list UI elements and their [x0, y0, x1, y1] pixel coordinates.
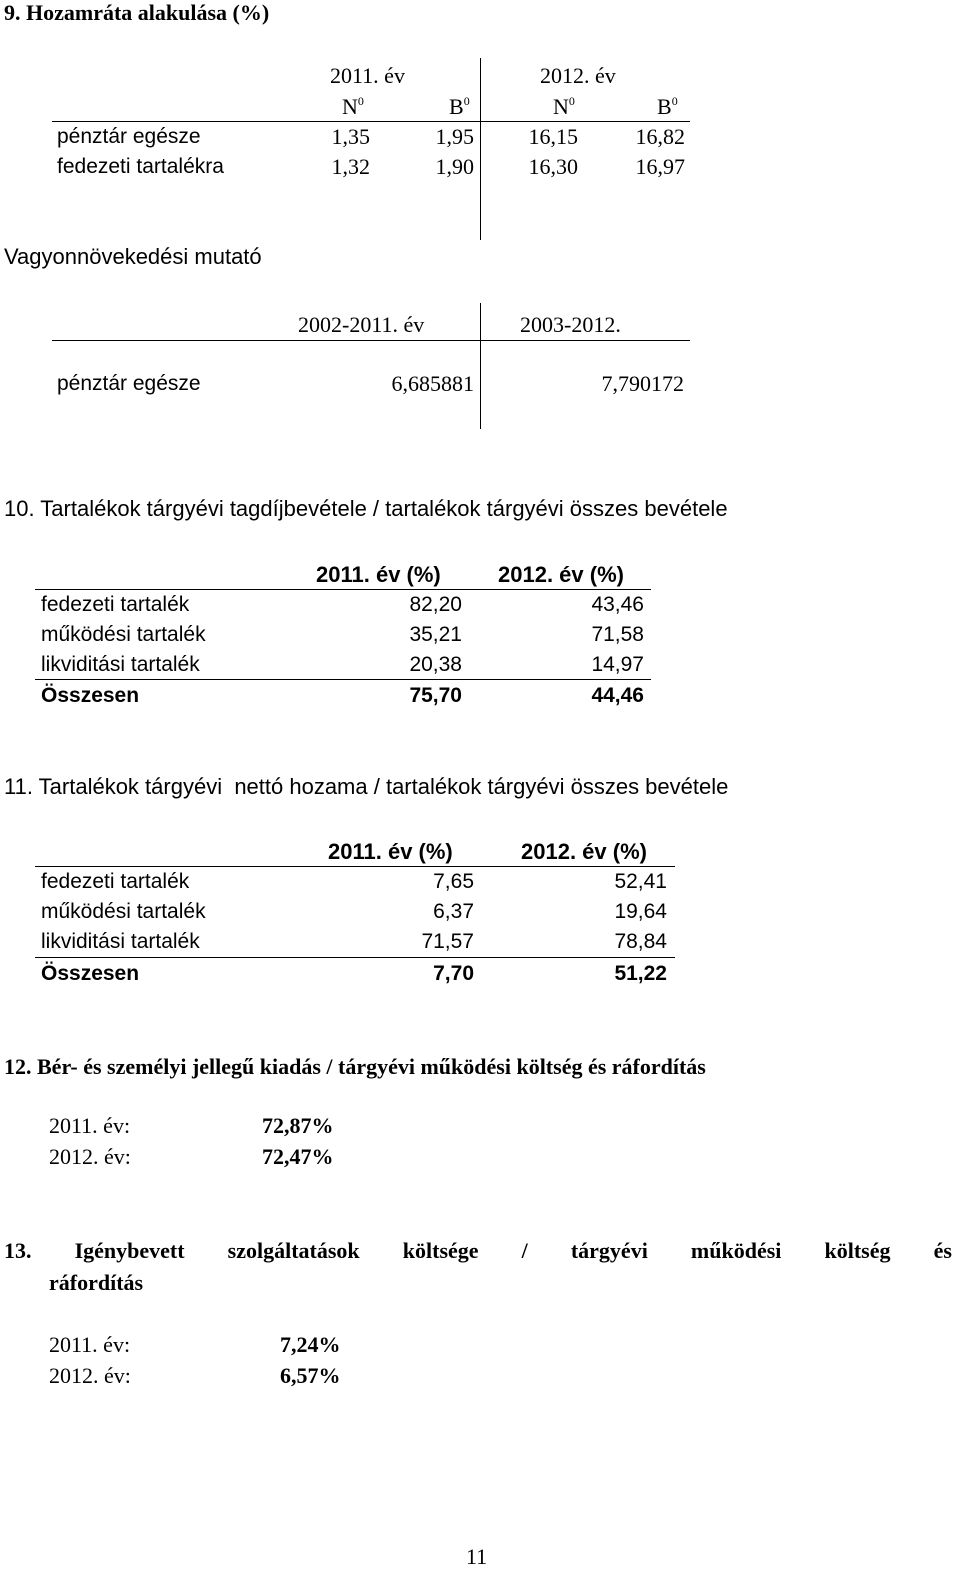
sec9-row-label: fedezeti tartalékra — [57, 155, 224, 178]
section-10-heading: 10. Tartalékok tárgyévi tagdíjbevétele / tartalékok tárgyévi összes bevétele — [4, 496, 728, 521]
sec10-header-rule — [35, 589, 651, 590]
section-11-heading: 11. Tartalékok tárgyévi nettó hozama / tartalékok tárgyévi összes bevétele — [4, 774, 729, 799]
sec12-value: 72,47% — [262, 1144, 334, 1169]
sec10-total-rule — [35, 679, 651, 680]
section-12-heading: 12. Bér- és személyi jellegű kiadás / tárgyévi működési költség és ráfordítás — [4, 1054, 706, 1079]
sec11-row-label: fedezeti tartalék — [41, 870, 190, 893]
sec10-cell: 20,38 — [409, 653, 462, 676]
sec9-col-n-2012: $N^0$ — [553, 94, 575, 119]
sec10-cell: 43,46 — [591, 593, 644, 616]
section-13-heading-line2: ráfordítás — [49, 1270, 144, 1295]
sec9-cell: 16,97 — [635, 154, 685, 179]
sec11-cell: 19,64 — [614, 900, 667, 923]
sec10-row-label: fedezeti tartalék — [41, 593, 190, 616]
sec11-total-cell: 51,22 — [614, 962, 667, 985]
sec10-row-label: likviditási tartalék — [41, 653, 200, 676]
vagyon-header-rule — [52, 340, 690, 341]
vagyon-value-1: 6,685881 — [391, 371, 474, 396]
sec9-header-rule — [52, 121, 690, 122]
sec9-col-b-2011: $B^0$ — [449, 94, 470, 119]
sec11-cell: 52,41 — [614, 870, 667, 893]
sec11-cell: 71,57 — [421, 930, 474, 953]
sec13-value: 6,57% — [280, 1363, 341, 1388]
sec11-col-2012: 2012. év (%) — [521, 839, 647, 864]
sec9-col-b-2012: $B^0$ — [657, 94, 678, 119]
sec10-cell: 14,97 — [591, 653, 644, 676]
sec11-row-label: működési tartalék — [41, 900, 206, 923]
vagyon-heading: Vagyonnövekedési mutató — [4, 244, 262, 269]
sec9-year-2011: 2011. év — [330, 63, 405, 88]
vagyon-period-1: 2002-2011. év — [298, 312, 425, 337]
sec9-cell: 16,82 — [635, 124, 685, 149]
sec13-value: 7,24% — [280, 1332, 341, 1357]
vagyon-row-label: pénztár egésze — [57, 372, 201, 395]
sec9-col-n-2011: $N^0$ — [342, 94, 364, 119]
sec11-total-cell: 7,70 — [433, 962, 474, 985]
sec12-year-label: 2011. év: — [49, 1113, 131, 1138]
sec10-total-cell: 44,46 — [591, 684, 644, 707]
sec9-year-2012: 2012. év — [540, 63, 616, 88]
sec9-cell: 1,90 — [435, 154, 474, 179]
sec11-total-label: Összesen — [41, 962, 140, 985]
sec10-cell: 71,58 — [591, 623, 644, 646]
sec11-row-label: likviditási tartalék — [41, 930, 200, 953]
sec9-cell: 1,35 — [331, 124, 370, 149]
sec13-year-label: 2011. év: — [49, 1332, 131, 1357]
sec11-cell: 6,37 — [433, 900, 474, 923]
sec9-cell: 1,95 — [435, 124, 474, 149]
sec10-cell: 35,21 — [409, 623, 462, 646]
vagyon-period-2: 2003-2012. — [520, 312, 621, 337]
sec10-row-label: működési tartalék — [41, 623, 206, 646]
sec10-col-2011: 2011. év (%) — [316, 562, 441, 587]
sec9-cell: 1,32 — [331, 154, 370, 179]
section-13-heading: 13. Igénybevett szolgáltatások költsége / tárgyévi működési költség és — [4, 1238, 952, 1263]
sec12-value: 72,87% — [262, 1113, 334, 1138]
sec9-cell: 16,30 — [528, 154, 578, 179]
vagyon-column-divider — [480, 303, 481, 429]
sec11-cell: 78,84 — [614, 930, 667, 953]
sec11-header-rule — [35, 866, 675, 867]
sec10-total-label: Összesen — [41, 684, 140, 707]
sec11-total-rule — [35, 957, 675, 958]
sec10-cell: 82,20 — [409, 593, 462, 616]
sec10-col-2012: 2012. év (%) — [498, 562, 624, 587]
sec12-year-label: 2012. év: — [49, 1144, 131, 1169]
page-number: 11 — [466, 1544, 488, 1569]
sec13-year-label: 2012. év: — [49, 1363, 131, 1388]
sec11-cell: 7,65 — [433, 870, 474, 893]
sec11-col-2011: 2011. év (%) — [328, 839, 453, 864]
sec10-total-cell: 75,70 — [409, 684, 462, 707]
vagyon-value-2: 7,790172 — [601, 371, 684, 396]
section-9-heading: 9. Hozamráta alakulása (%) — [4, 0, 270, 25]
sec9-cell: 16,15 — [528, 124, 578, 149]
sec9-row-label: pénztár egésze — [57, 125, 201, 148]
